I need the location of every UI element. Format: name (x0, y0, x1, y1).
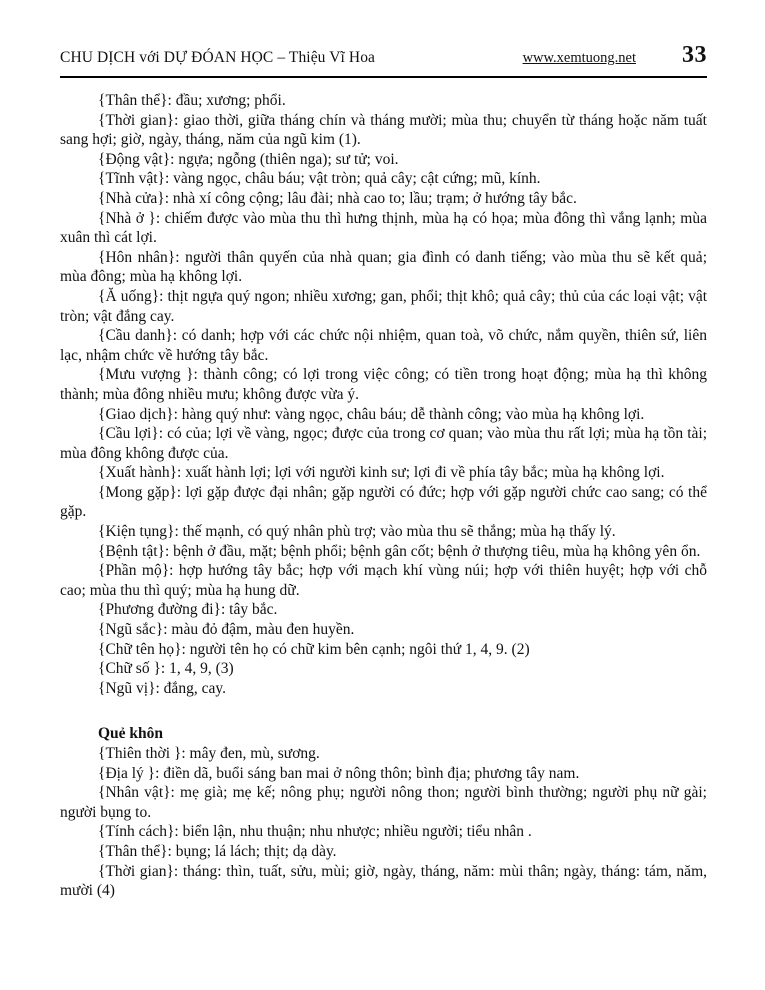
paragraph: {Kiện tụng}: thế mạnh, có quý nhân phù trợ; vào mùa thu sẽ thắng; mùa hạ thấy lý. (98, 523, 616, 541)
paragraph: {Thời gian}: tháng: thìn, tuất, sửu, mùi; giờ, ngày, tháng, năm: mùi thân; ngày, tháng: tám, năm, mười (4) (60, 862, 707, 900)
paragraph: {Xuất hành}: xuất hành lợi; lợi với người kinh sư; lợi đi về phía tây bắc; mùa hạ không lợi. (98, 464, 665, 482)
page-number: 33 (682, 42, 707, 68)
paragraph: {Ngũ sắc}: màu đỏ đậm, màu đen huyền. (98, 621, 355, 639)
site-url-link[interactable]: www.xemtuong.net (522, 50, 636, 66)
paragraph: {Nhà cửa}: nhà xí công cộng; lâu đài; nhà cao to; lầu; trạm; ở hướng tây bắc. (98, 189, 577, 207)
paragraph: {Cầu danh}: có danh; hợp với các chức nội nhiệm, quan toà, võ chức, nắm quyền, thiên sứ, liên lạc, nhậm chức về hướng tây bắc. (60, 327, 707, 364)
paragraph: {Bệnh tật}: bệnh ở đầu, mặt; bệnh phổi; bệnh gân cốt; bệnh ở thượng tiêu, mùa hạ không yên ổn. (98, 542, 701, 560)
paragraph: {Ă uống}: thịt ngựa quý ngon; nhiều xương; gan, phổi; thịt khô; quả cây; thủ của các loại vật; vật tròn; vật đắng cay. (60, 287, 707, 325)
section-que-khon (60, 724, 707, 900)
paragraph: {Chữ tên họ}: người tên họ có chữ kim bên cạnh; ngôi thứ 1, 4, 9. (2) (98, 640, 530, 658)
paragraph: {Tĩnh vật}: vàng ngọc, châu báu; vật tròn; quả cây; cật cứng; mũ, kính. (98, 170, 541, 188)
paragraph: {Tính cách}: biển lận, nhu thuận; nhu nhược; nhiều người; tiểu nhân . (98, 823, 532, 841)
paragraph: {Mong gặp}: lợi gặp được đại nhân; gặp người có đức; hợp với gặp người chức cao sang; có thể gặp. (60, 483, 707, 521)
paragraph: {Hôn nhân}: người thân quyến của nhà quan; gia đình có danh tiếng; vào mùa thu sẽ kết quả; mùa đông; mùa hạ không lợi. (60, 248, 707, 286)
section-que-can (60, 91, 707, 698)
paragraph: {Thời gian}: giao thời, giữa tháng chín và tháng mười; mùa thu; chuyển từ tháng hoặc năm tuất sang hợi; giờ, ngày, tháng, năm của ngũ kim (1). (60, 111, 707, 149)
paragraph: {Thân thể}: bụng; lá lách; thịt; dạ dày. (98, 842, 337, 860)
paragraph: {Phương đường đi}: tây bắc. (98, 601, 278, 619)
paragraph: {Mưu vượng }: thành công; có lợi trong việc công; có tiền trong hoạt động; mùa hạ thì không thành; mùa đông nhiều mưu; không được vừa ý. (60, 366, 707, 403)
paragraph: {Thiên thời }: mây đen, mù, sương. (98, 745, 320, 762)
paragraph: {Động vật}: ngựa; ngỗng (thiên nga); sư tử; voi. (98, 150, 399, 168)
paragraph: {Nhà ở }: chiếm được vào mùa thu thì hưng thịnh, mùa hạ có họa; mùa đông thì vắng lạnh; mùa xuân thì cát lợi. (60, 209, 707, 247)
section-heading: Quẻ khôn (98, 725, 164, 743)
paragraph: {Cầu lợi}: có của; lợi về vàng, ngọc; được của trong cơ quan; vào mùa thu rất lợi; mùa hạ tồn tài; mùa đông không được của. (60, 425, 707, 462)
paragraph: {Thân thể}: đầu; xương; phổi. (98, 92, 286, 109)
page-body (60, 91, 707, 901)
paragraph: {Giao dịch}: hàng quý như: vàng ngọc, châu báu; dễ thành công; vào mùa hạ không lợi. (98, 405, 645, 423)
paragraph: {Chữ số }: 1, 4, 9, (3) (98, 660, 234, 678)
paragraph: {Ngũ vị}: đắng, cay. (98, 679, 226, 697)
book-title: CHU DỊCH với DỰ ĐÓAN HỌC – Thiệu Vĩ Hoa (60, 49, 376, 66)
page-header (60, 42, 707, 78)
paragraph: {Phần mộ}: hợp hướng tây bắc; hợp với mạch khí vùng núi; hợp với thiên huyệt; hợp với chỗ cao; mùa thu thì quý; mùa hạ hung dữ. (60, 562, 707, 599)
paragraph: {Địa lý }: điền dã, buổi sáng ban mai ở nông thôn; bình địa; phương tây nam. (98, 764, 580, 782)
paragraph: {Nhân vật}: mẹ già; mẹ kế; nông phụ; người nông thon; người bình thường; người phụ nữ gài; người bụng to. (60, 784, 707, 821)
